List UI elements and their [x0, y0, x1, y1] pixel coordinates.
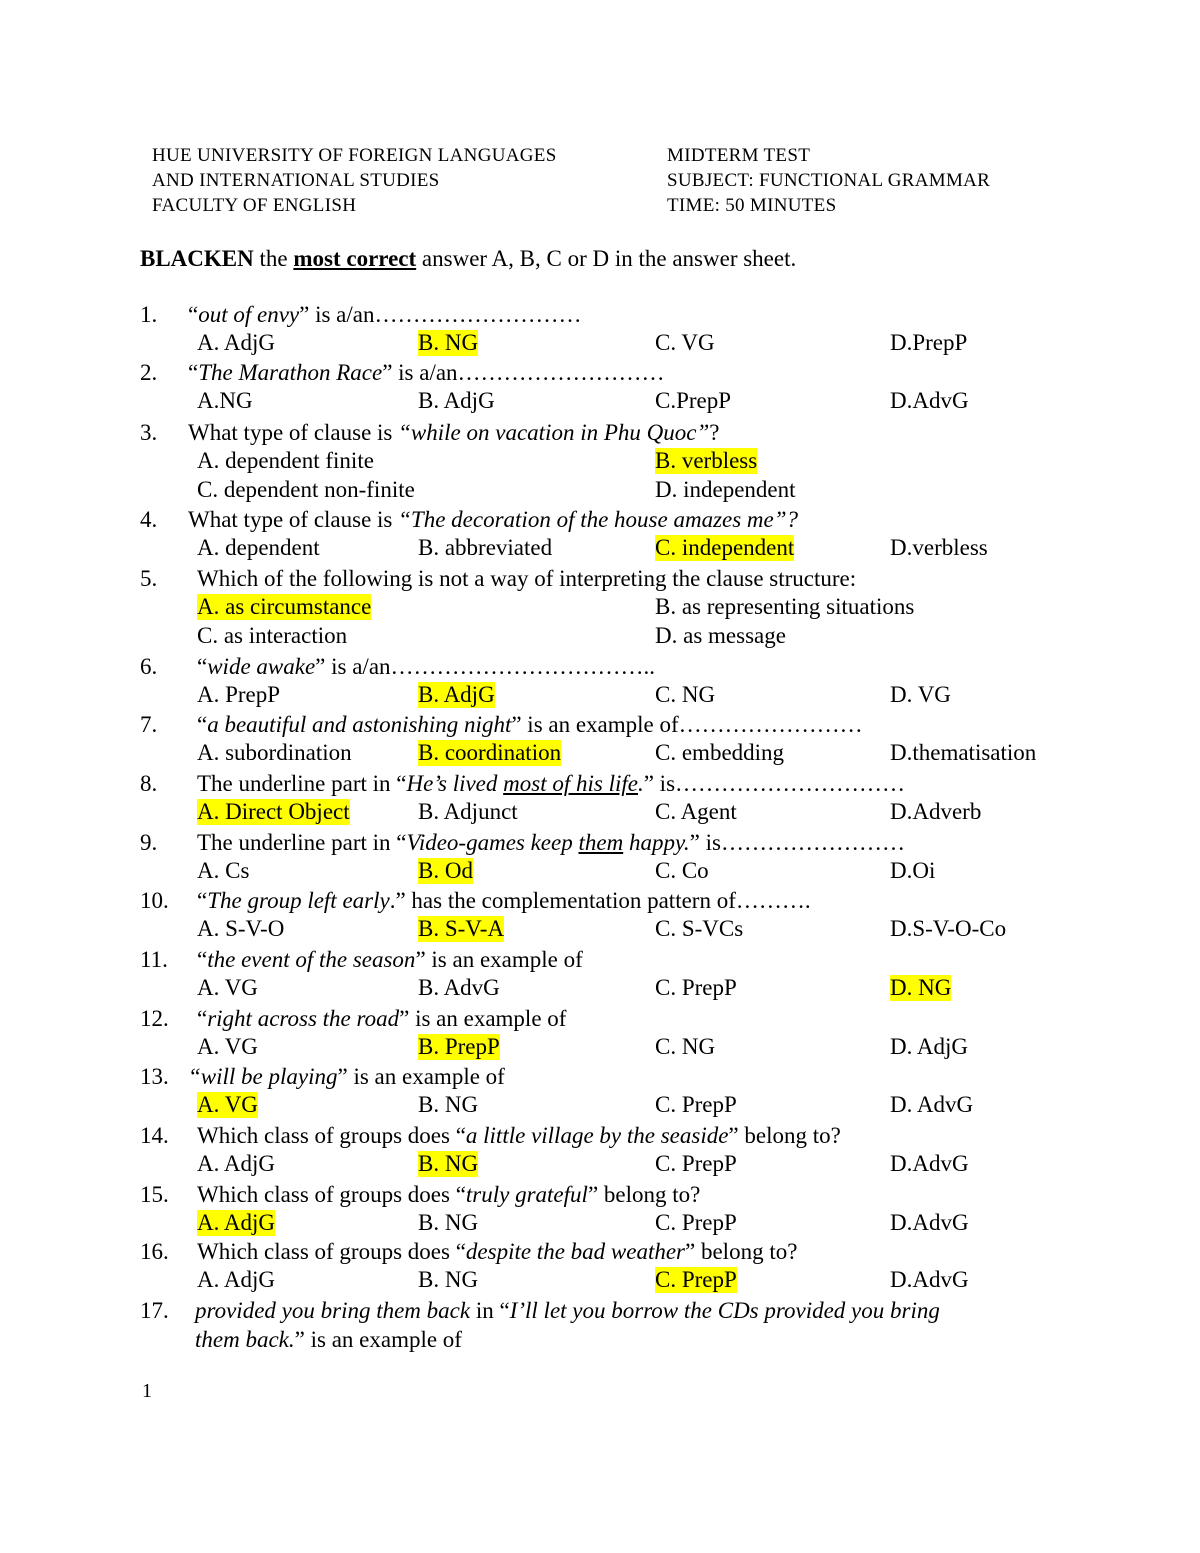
option-row	[0, 594, 1200, 623]
question-text-pre: Which of the following is not a way of interpreting the clause structure:	[197, 566, 857, 591]
instruction-lead: BLACKEN	[140, 246, 254, 271]
question-text	[188, 360, 665, 386]
option-row	[0, 1151, 1200, 1180]
question-text-post: ” is…………………………	[643, 771, 906, 796]
question-text-italic: right across the road	[207, 1006, 400, 1031]
option-d[interactable]: D. AdjG	[890, 1034, 968, 1059]
question-text	[195, 1298, 940, 1324]
question-text-italic: The Marathon Race	[198, 360, 383, 385]
option-row	[0, 623, 1200, 652]
question-text-pre: “	[197, 712, 208, 737]
option-c[interactable]: C. PrepP	[655, 975, 737, 1000]
question-number: 17.	[140, 1298, 169, 1323]
question-text-italic-end: happy.	[623, 830, 690, 855]
question-number: 4.	[140, 507, 158, 532]
question-text-pre: “	[197, 947, 208, 972]
option-c[interactable]: C. embedding	[655, 740, 785, 765]
option-b[interactable]: B. Od	[418, 858, 473, 883]
question-17	[0, 1298, 1200, 1356]
header-subject: SUBJECT: FUNCTIONAL GRAMMAR	[667, 170, 991, 191]
question-text	[197, 830, 905, 856]
option-row	[0, 799, 1200, 828]
option-row	[0, 535, 1200, 564]
question-text-post: ?	[709, 420, 720, 445]
question-text-pre: “	[197, 1006, 208, 1031]
option-row	[0, 330, 1200, 359]
option-b[interactable]: B. PrepP	[418, 1034, 500, 1059]
question-text	[188, 302, 581, 328]
option-d[interactable]: D.AdvG	[890, 388, 969, 413]
question-text-continued	[195, 1327, 462, 1353]
question-text-post: ” is……………………	[689, 830, 905, 855]
question-text-italic: truly grateful	[465, 1182, 588, 1207]
question-text-post: ” is a/an………………………	[382, 360, 665, 385]
question-underlined-part: most of his life	[503, 771, 638, 796]
option-b[interactable]: B. as representing situations	[655, 594, 915, 619]
question-text-italic-end: .	[637, 771, 644, 796]
question-text	[197, 771, 905, 797]
option-d[interactable]: D.thematisation	[890, 740, 1037, 765]
option-b[interactable]: B. NG	[418, 330, 479, 355]
question-number: 6.	[140, 654, 158, 679]
question-number: 9.	[140, 830, 158, 855]
option-a[interactable]: A. PrepP	[197, 682, 281, 707]
question-text-pre: Which class of groups does “	[197, 1182, 466, 1207]
option-d[interactable]: D. NG	[890, 975, 952, 1000]
header-time: TIME: 50 MINUTES	[667, 195, 837, 216]
option-c[interactable]: C. as interaction	[197, 623, 348, 648]
option-row	[0, 1034, 1200, 1063]
option-a[interactable]: A. dependent finite	[197, 448, 374, 473]
question-9	[0, 830, 1200, 883]
question-text-italic: out of envy	[198, 302, 300, 327]
question-text-italic: wide awake	[207, 654, 316, 679]
instruction-rest: answer A, B, C or D in the answer sheet.	[416, 246, 797, 271]
option-c[interactable]: C. NG	[655, 1034, 716, 1059]
question-text-post: ” is an example of	[415, 947, 583, 972]
question-text-italic: He’s lived	[406, 771, 504, 796]
option-a[interactable]: A. VG	[197, 1034, 258, 1059]
question-12	[0, 1006, 1200, 1059]
question-15	[0, 1182, 1200, 1235]
header-university: HUE UNIVERSITY OF FOREIGN LANGUAGES	[152, 145, 557, 166]
question-text-post: ” is an example of	[337, 1064, 505, 1089]
option-c[interactable]: C. PrepP	[655, 1267, 737, 1292]
question-13	[0, 1064, 1200, 1117]
option-a[interactable]: A. dependent	[197, 535, 320, 560]
question-text-italic: a beautiful and astonishing night	[207, 712, 512, 737]
question-text-pre: “	[188, 302, 199, 327]
option-row	[0, 1267, 1200, 1296]
question-text	[197, 566, 856, 592]
option-a[interactable]: A.NG	[197, 388, 253, 413]
question-text	[197, 888, 811, 914]
question-2	[0, 360, 1200, 413]
question-number: 16.	[140, 1239, 169, 1264]
option-c[interactable]: C. NG	[655, 682, 716, 707]
option-d[interactable]: D.S-V-O-Co	[890, 916, 1007, 941]
option-row	[0, 1092, 1200, 1121]
question-text-post: ” belong to?	[587, 1182, 701, 1207]
question-3	[0, 420, 1200, 502]
question-number: 13.	[140, 1064, 169, 1089]
option-d[interactable]: D. AdvG	[890, 1092, 974, 1117]
header-faculty: FACULTY OF ENGLISH	[152, 195, 357, 216]
option-row	[0, 477, 1200, 506]
option-row	[0, 740, 1200, 769]
option-row	[0, 448, 1200, 477]
option-a[interactable]: A. S-V-O	[197, 916, 285, 941]
question-text-italic: Video-games keep	[406, 830, 579, 855]
option-row	[0, 916, 1200, 945]
question-text-pre: “	[197, 654, 208, 679]
question-text	[197, 1182, 700, 1208]
question-text	[197, 1006, 566, 1032]
question-7	[0, 712, 1200, 765]
option-row	[0, 682, 1200, 711]
question-text	[188, 507, 798, 533]
option-a[interactable]: A. as circumstance	[197, 594, 372, 619]
question-text-italic: “while on vacation in Phu Quoc”	[398, 420, 710, 445]
question-text-italic: despite the bad weather	[465, 1239, 686, 1264]
option-row	[0, 1210, 1200, 1239]
option-row	[0, 975, 1200, 1004]
question-text-italic: the event of the season	[207, 947, 416, 972]
option-b[interactable]: B. S-V-A	[418, 916, 505, 941]
question-text-italic: The group left early	[207, 888, 390, 913]
question-number: 14.	[140, 1123, 169, 1148]
header-right	[667, 143, 1087, 218]
question-text-post: ” is a/an………………………	[299, 302, 582, 327]
question-text-pre: The underline part in “	[197, 771, 407, 796]
page-number: 1	[142, 1380, 152, 1402]
question-text-pre: “	[197, 888, 208, 913]
option-c[interactable]: C. PrepP	[655, 1210, 737, 1235]
option-b[interactable]: B. NG	[418, 1151, 479, 1176]
question-text-italic: provided you bring them back	[195, 1298, 471, 1323]
question-text-post: ” belong to?	[685, 1239, 798, 1264]
question-text-italic: “The decoration of the house amazes me”?	[398, 507, 799, 532]
option-c[interactable]: C. PrepP	[655, 1151, 737, 1176]
option-c[interactable]: C. dependent non-finite	[197, 477, 415, 502]
option-d[interactable]: D.verbless	[890, 535, 988, 560]
header-left	[152, 143, 652, 218]
option-b[interactable]: B. NG	[418, 1267, 479, 1292]
option-d[interactable]: D. VG	[890, 682, 951, 707]
question-text	[197, 654, 655, 680]
question-6	[0, 654, 1200, 707]
question-number: 1.	[140, 302, 158, 327]
question-text-post: .” has the complementation pattern of……….	[389, 888, 811, 913]
question-number: 10.	[140, 888, 169, 913]
question-text-pre: “	[188, 360, 199, 385]
question-16	[0, 1239, 1200, 1292]
option-d[interactable]: D.PrepP	[890, 330, 968, 355]
question-number: 15.	[140, 1182, 169, 1207]
option-d[interactable]: D. as message	[655, 623, 786, 648]
question-text-post: ” is an example of	[399, 1006, 567, 1031]
option-d[interactable]: D.AdvG	[890, 1267, 969, 1292]
question-text-post: ” is a/an……………………………..	[315, 654, 656, 679]
question-text-pre: Which class of groups does “	[197, 1239, 466, 1264]
option-d[interactable]: D.AdvG	[890, 1210, 969, 1235]
question-text	[197, 712, 863, 738]
question-number: 12.	[140, 1006, 169, 1031]
option-a[interactable]: A. Cs	[197, 858, 250, 883]
question-text	[188, 420, 719, 446]
question-number: 3.	[140, 420, 158, 445]
question-text-pre: What type of clause is	[188, 420, 399, 445]
option-b[interactable]: B. AdjG	[418, 682, 495, 707]
question-text-pre: Which class of groups does “	[197, 1123, 466, 1148]
option-d[interactable]: D.AdvG	[890, 1151, 969, 1176]
header-test-title: MIDTERM TEST	[667, 145, 811, 166]
question-text-italic: “will be playing	[188, 1064, 338, 1089]
question-1	[0, 302, 1200, 355]
instruction-emphasis: most correct	[293, 246, 417, 271]
question-text-underlined	[578, 830, 623, 855]
option-d[interactable]: D. independent	[655, 477, 796, 502]
question-text-quote: I’ll let you borrow the CDs provided you bring	[509, 1298, 940, 1323]
question-number: 5.	[140, 566, 158, 591]
option-a[interactable]: A. AdjG	[197, 1210, 275, 1235]
option-c[interactable]: C. independent	[655, 535, 795, 560]
question-text	[197, 1239, 797, 1265]
question-text-underlined	[503, 771, 638, 796]
option-b[interactable]: B. verbless	[655, 448, 758, 473]
question-11	[0, 947, 1200, 1000]
question-5	[0, 566, 1200, 648]
question-number: 2.	[140, 360, 158, 385]
option-a[interactable]: A. subordination	[197, 740, 352, 765]
option-d[interactable]: D.Oi	[890, 858, 936, 883]
option-c[interactable]: C. S-VCs	[655, 916, 744, 941]
header-studies: AND INTERNATIONAL STUDIES	[152, 170, 440, 191]
option-a[interactable]: A. AdjG	[197, 1267, 275, 1292]
question-text	[197, 947, 583, 973]
question-text-post: ” is an example of	[294, 1327, 462, 1352]
option-c[interactable]: C. Co	[655, 858, 709, 883]
question-number: 8.	[140, 771, 158, 796]
option-a[interactable]: A. AdjG	[197, 1151, 275, 1176]
option-a[interactable]: A. Direct Object	[197, 799, 350, 824]
question-14	[0, 1123, 1200, 1176]
question-text-pre: The underline part in “	[197, 830, 407, 855]
instruction	[140, 246, 796, 272]
question-10	[0, 888, 1200, 941]
question-text-pre: What type of clause is	[188, 507, 399, 532]
question-4	[0, 507, 1200, 560]
question-text-italic: a little village by the seaside	[465, 1123, 729, 1148]
option-b[interactable]: B. AdjG	[418, 388, 495, 413]
option-a[interactable]: A. VG	[197, 1092, 258, 1117]
question-text-post: ” is an example of……………………	[511, 712, 863, 737]
option-b[interactable]: B. Adjunct	[418, 799, 518, 824]
option-b[interactable]: B. NG	[418, 1092, 479, 1117]
option-b[interactable]: B. NG	[418, 1210, 479, 1235]
question-8	[0, 771, 1200, 824]
option-c[interactable]: C. Agent	[655, 799, 737, 824]
question-text	[197, 1123, 841, 1149]
option-c[interactable]: C. VG	[655, 330, 715, 355]
option-row	[0, 858, 1200, 887]
option-b[interactable]: B. coordination	[418, 740, 562, 765]
question-text-mid: in “	[470, 1298, 510, 1323]
option-a[interactable]: A. AdjG	[197, 330, 275, 355]
question-number: 7.	[140, 712, 158, 737]
question-text-quote-end: them back.	[195, 1327, 295, 1352]
question-underlined-part: them	[578, 830, 624, 855]
option-d[interactable]: D.Adverb	[890, 799, 982, 824]
question-text-post: ” belong to?	[728, 1123, 841, 1148]
option-a[interactable]: A. VG	[197, 975, 258, 1000]
option-b[interactable]: B. abbreviated	[418, 535, 553, 560]
option-c[interactable]: C. PrepP	[655, 1092, 737, 1117]
question-text	[188, 1064, 505, 1090]
option-row	[0, 388, 1200, 417]
option-b[interactable]: B. AdvG	[418, 975, 500, 1000]
option-c[interactable]: C.PrepP	[655, 388, 732, 413]
question-number: 11.	[140, 947, 168, 972]
instruction-middle: the	[253, 246, 294, 271]
